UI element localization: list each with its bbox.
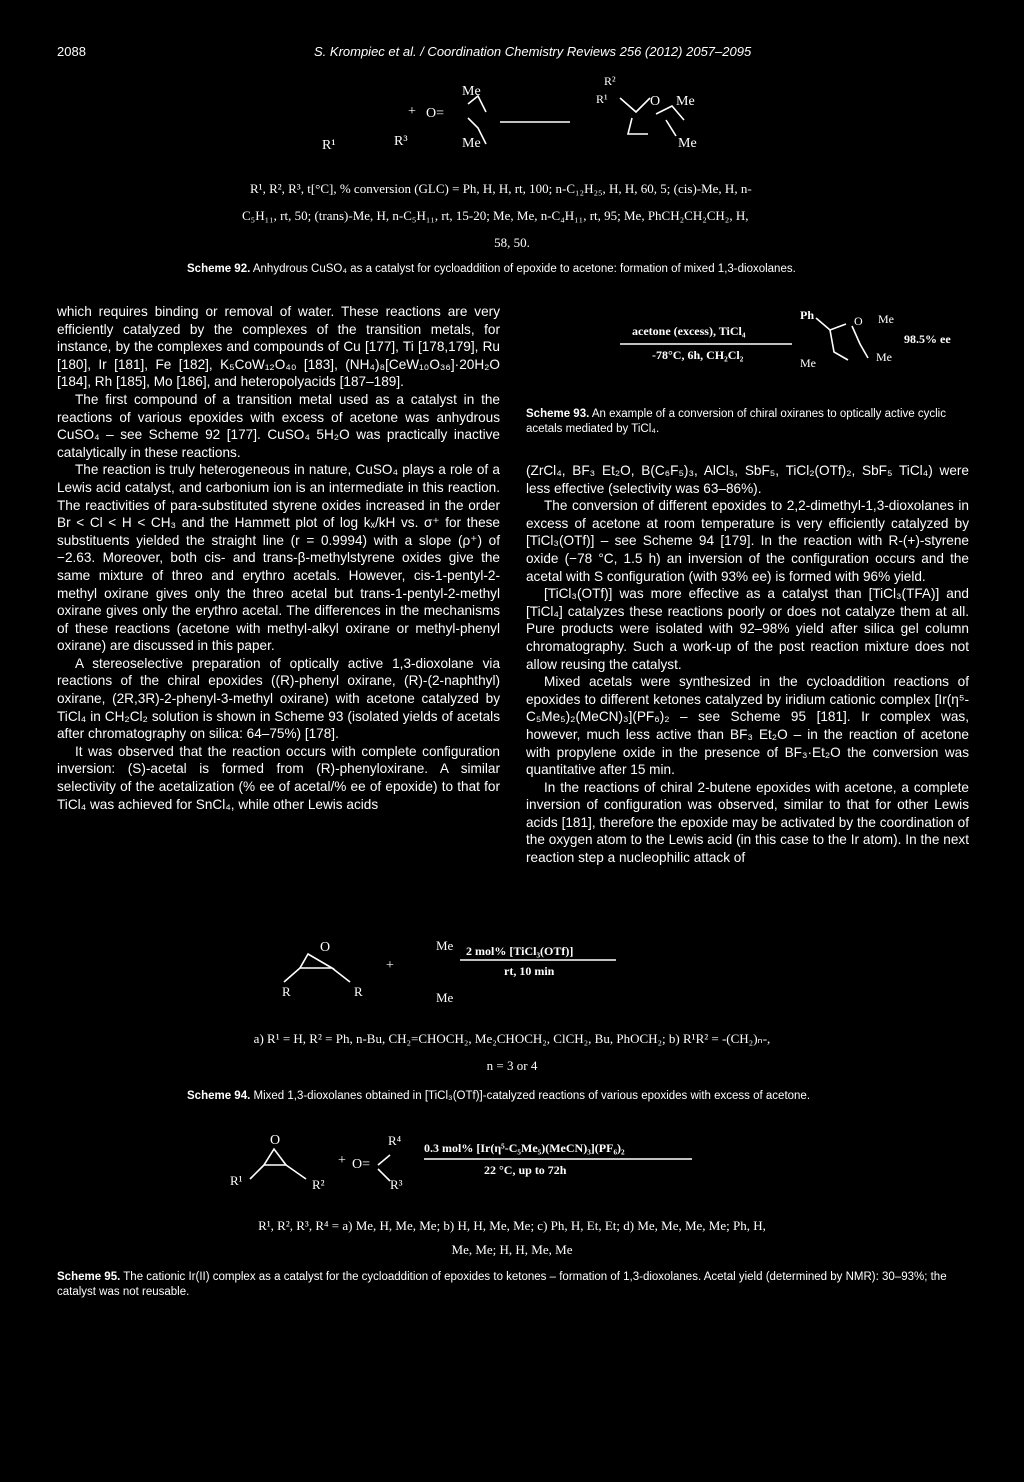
methyl-top: Me bbox=[436, 938, 454, 953]
right-paragraph: In the reactions of chiral 2-butene epoxides with acetone, a complete inversion of configuration was observed, similar to that for other Lewis acids [181], therefore the epoxide may be activated by the coordination of the oxygen atom to the Lewis acid (in this case to the Ir atom). In the next reaction step a nucleophilic attack of bbox=[526, 779, 969, 866]
phenyl-label: Ph bbox=[800, 308, 815, 322]
product-methyl-bottom: Me bbox=[678, 136, 697, 151]
product-r1: R¹ bbox=[596, 92, 608, 106]
scheme-92-conditions-3: 58, 50. bbox=[494, 235, 530, 250]
methyl-bottom: Me bbox=[436, 990, 454, 1005]
methyl-label: Me bbox=[800, 356, 816, 370]
scheme-95-substituents-1: R¹, R², R³, R⁴ = a) Me, H, Me, Me; b) H, H, Me, Me; c) Ph, H, Et, Et; d) Me, Me, Me, Me; Ph, H, bbox=[258, 1218, 766, 1233]
scheme-93-caption bbox=[526, 407, 971, 437]
ketone-oxygen: O= bbox=[426, 106, 445, 121]
scheme-94-label: Scheme 94. bbox=[187, 1090, 251, 1102]
scheme-95-caption-text: The cationic Ir(II) complex as a catalyst for the cycloaddition of epoxides to ketones – formation of 1,3-dioxolanes. Acetal yield (determined by NMR): 30–93%; the catalyst was not reusable. bbox=[57, 1271, 947, 1298]
scheme-93-condition-top: acetone (excess), TiCl₄ bbox=[632, 324, 746, 338]
right-column bbox=[526, 462, 969, 867]
r-left-label: R bbox=[282, 984, 291, 999]
page-number: 2088 bbox=[57, 44, 86, 59]
methyl-label: Me bbox=[876, 350, 892, 364]
left-paragraph: which requires binding or removal of water. These reactions are very efficiently catalyzed by the complexes of the transition metals, for instance, by the complexes and compounds of Cu [177], Ti [178,179], Ru [180], Ir [181], Fe [182], K₅CoW₁₂O₄₀ [183], (NH₄)₈[CeW₁₀O₃₆]·20H₂O [184], Rh [185], Mo [186], and heteropolyacids [187–189]. bbox=[57, 304, 500, 390]
scheme-94-substituents-n: n = 3 or 4 bbox=[486, 1058, 538, 1073]
scheme-94-condition-top: 2 mol% [TiCl₃(OTf)] bbox=[466, 944, 574, 958]
left-paragraph: It was observed that the reaction occurs with complete configuration inversion: (S)-acetal is formed from (R)-phenyloxirane. A similar selectivity of the acetalization (% ee of acetal/% ee of epoxide) to that for TiCl₄ was achieved for SnCl₄, while other Lewis acids bbox=[57, 743, 500, 812]
scheme-93-caption-text: An example of a conversion of chiral oxiranes to optically active cyclic acetals mediated by TiCl₄. bbox=[526, 408, 946, 435]
scheme-92-conditions-1: R¹, R², R³, t[°C], % conversion (GLC) = Ph, H, H, rt, 100; n-C₁₂H₂₅, H, H, 60, 5; (cis)-Me, H, n- bbox=[250, 181, 752, 196]
scheme-94-caption bbox=[187, 1089, 810, 1104]
scheme-94-substituents: a) R¹ = H, R² = Ph, n-Bu, CH₂=CHOCH₂, Me₂CHOCH₂, ClCH₂, Bu, PhOCH₂; b) R¹R² = -(CH₂)ₙ-, bbox=[253, 1031, 771, 1046]
plus-sign: + bbox=[338, 1153, 346, 1168]
right-paragraph: (ZrCl₄, BF₃ Et₂O, B(C₆F₅)₃, AlCl₃, SbF₅, TiCl₂(OTf)₂, SbF₅ TiCl₄) were less effective (selectivity was 63–86%). bbox=[526, 463, 969, 496]
scheme-92-conditions-2: C₅H₁₁, rt, 50; (trans)-Me, H, n-C₅H₁₁, rt, 15-20; Me, Me, n-C₄H₁₁, rt, 95; Me, PhCH₂CH₂CH₂, H, bbox=[242, 208, 749, 223]
right-paragraph: The conversion of different epoxides to 2,2-dimethyl-1,3-dioxolanes in excess of acetone at room temperature is very efficiently catalyzed by [TiCl₃(OTf)] – see Scheme 94 [179]. In the reaction with R-(+)-styrene oxide (−78 °C, 1.5 h) an inversion of the configuration occurs and the acetal with S configuration (with 93% ee) is formed with 96% yield. bbox=[526, 498, 969, 584]
scheme-93-condition-bottom: -78°C, 6h, CH₂Cl₂ bbox=[652, 348, 744, 362]
scheme-93-graphic bbox=[620, 300, 980, 380]
right-paragraph: Mixed acetals were synthesized in the cycloaddition reactions of epoxides to different ketones catalyzed by iridium cationic complex [Ir(η⁵-C₅Me₅)₂(MeCN)₃](PF₆)₂ – see Scheme 95 [181]. Ir complex was, however, much less active than BF₃ Et₂O – in the reaction of acetone with propylene oxide in the presence of BF₃·Et₂O the conversion was quantitative after 15 min. bbox=[526, 674, 969, 778]
scheme-92-graphic bbox=[300, 70, 740, 170]
left-paragraph: A stereoselective preparation of optically active 1,3-dioxolane via reactions of the chiral epoxides ((R)-phenyl oxirane, (R)-(2-naphthyl) oxirane, (2R,3R)-2-phenyl-3-methyl oxirane) with acetone catalyzed by TiCl₄ in CH₂Cl₂ solution is shown in Scheme 93 (isolated yields of acetals after chromatography on silica: 64–75%) [178]. bbox=[57, 655, 500, 742]
scheme-92-label: Scheme 92. bbox=[187, 263, 251, 275]
r1-label: R¹ bbox=[322, 138, 336, 153]
plus-sign: + bbox=[386, 958, 394, 973]
left-paragraph: The first compound of a transition metal used as a catalyst in the reactions of various epoxides with excess of acetone was anhydrous CuSO₄ – see Scheme 92 [177]. CuSO₄ 5H₂O was practically inactive catalytically in these reactions. bbox=[57, 391, 500, 460]
oxygen-label: O bbox=[854, 314, 863, 328]
scheme-92-caption-text: Anhydrous CuSO₄ as a catalyst for cycloaddition of epoxide to acetone: formation of mixed 1,3-dioxolanes. bbox=[250, 263, 796, 275]
scheme-94-condition-bottom: rt, 10 min bbox=[504, 964, 555, 978]
scheme-95-condition-top: 0.3 mol% [Ir(η⁵-C₅Me₅)(MeCN)₃](PF₆)₂ bbox=[424, 1141, 625, 1155]
scheme-95-graphic bbox=[228, 1125, 708, 1205]
scheme-93-label: Scheme 93. bbox=[526, 408, 590, 420]
product-r2: R² bbox=[604, 74, 616, 88]
running-title: S. Krompiec et al. / Coordination Chemistry Reviews 256 (2012) 2057–2095 bbox=[314, 44, 752, 59]
scheme-92-bonds bbox=[300, 70, 740, 170]
methyl-label: Me bbox=[878, 312, 894, 326]
r-right-label: R bbox=[354, 984, 363, 999]
scheme-95-caption bbox=[57, 1270, 969, 1300]
epoxide-oxygen: O bbox=[270, 1133, 281, 1148]
r1-label: R¹ bbox=[230, 1173, 243, 1188]
scheme-94-caption-text: Mixed 1,3-dioxolanes obtained in [TiCl₃(OTf)]-catalyzed reactions of various epoxides with excess of acetone. bbox=[250, 1090, 811, 1102]
r4-label: R⁴ bbox=[388, 1133, 402, 1148]
left-column bbox=[57, 303, 500, 813]
product-oxygen: O bbox=[650, 94, 661, 109]
scheme-95-bonds bbox=[228, 1125, 708, 1205]
methyl-top: Me bbox=[462, 84, 481, 99]
scheme-95-condition-bottom: 22 °C, up to 72h bbox=[484, 1163, 567, 1177]
epoxide-oxygen: O bbox=[320, 940, 331, 955]
methyl-bottom: Me bbox=[462, 136, 481, 151]
scheme-95-substituents-2: Me, Me; H, H, Me, Me bbox=[451, 1242, 573, 1257]
enantiomeric-excess: 98.5% ee bbox=[904, 332, 951, 346]
r3-label: R³ bbox=[394, 134, 408, 149]
r2-label: R² bbox=[312, 1177, 325, 1192]
scheme-95-label: Scheme 95. bbox=[57, 1271, 121, 1283]
ketone-oxygen: O= bbox=[352, 1157, 371, 1172]
scheme-94-graphic bbox=[270, 930, 630, 1010]
left-paragraph: The reaction is truly heterogeneous in nature, CuSO₄ plays a role of a Lewis acid catalyst, and carbonium ion is an intermediate in this reaction. The reactivities of para-substituted styrene oxides increased in the order Br < Cl < H < CH₃ and the Hammett plot of log kₓ/kH vs. σ⁺ for these substituents yielded the straight line (r = 0.9994) with a slope (ρ⁺) of −2.63. Moreover, both cis- and trans-β-methylstyrene oxides give the same mixture of threo and erythro acetals. However, cis-1-pentyl-2-methyl oxirane gives only the threo acetal but trans-1-pentyl-2-methyl oxirane gives only the erythro acetal. The differences in the mechanisms of these reactions (acetone with methyl-alkyl oxirane or methyl-phenyl oxirane) are discussed in this paper. bbox=[57, 462, 500, 654]
scheme-92-caption bbox=[187, 262, 796, 277]
product-methyl-top: Me bbox=[676, 94, 695, 109]
r3-label: R³ bbox=[390, 1177, 403, 1192]
right-paragraph: [TiCl₃(OTf)] was more effective as a catalyst than [TiCl₃(TFA)] and [TiCl₄] catalyzes these reactions poorly or does not catalyze them at all. Pure products were isolated with 92–98% yield after silica gel column chromatography. Such a work-up of the post reaction mixture does not allow reusing the catalyst. bbox=[526, 586, 969, 672]
plus-sign: + bbox=[408, 104, 416, 119]
